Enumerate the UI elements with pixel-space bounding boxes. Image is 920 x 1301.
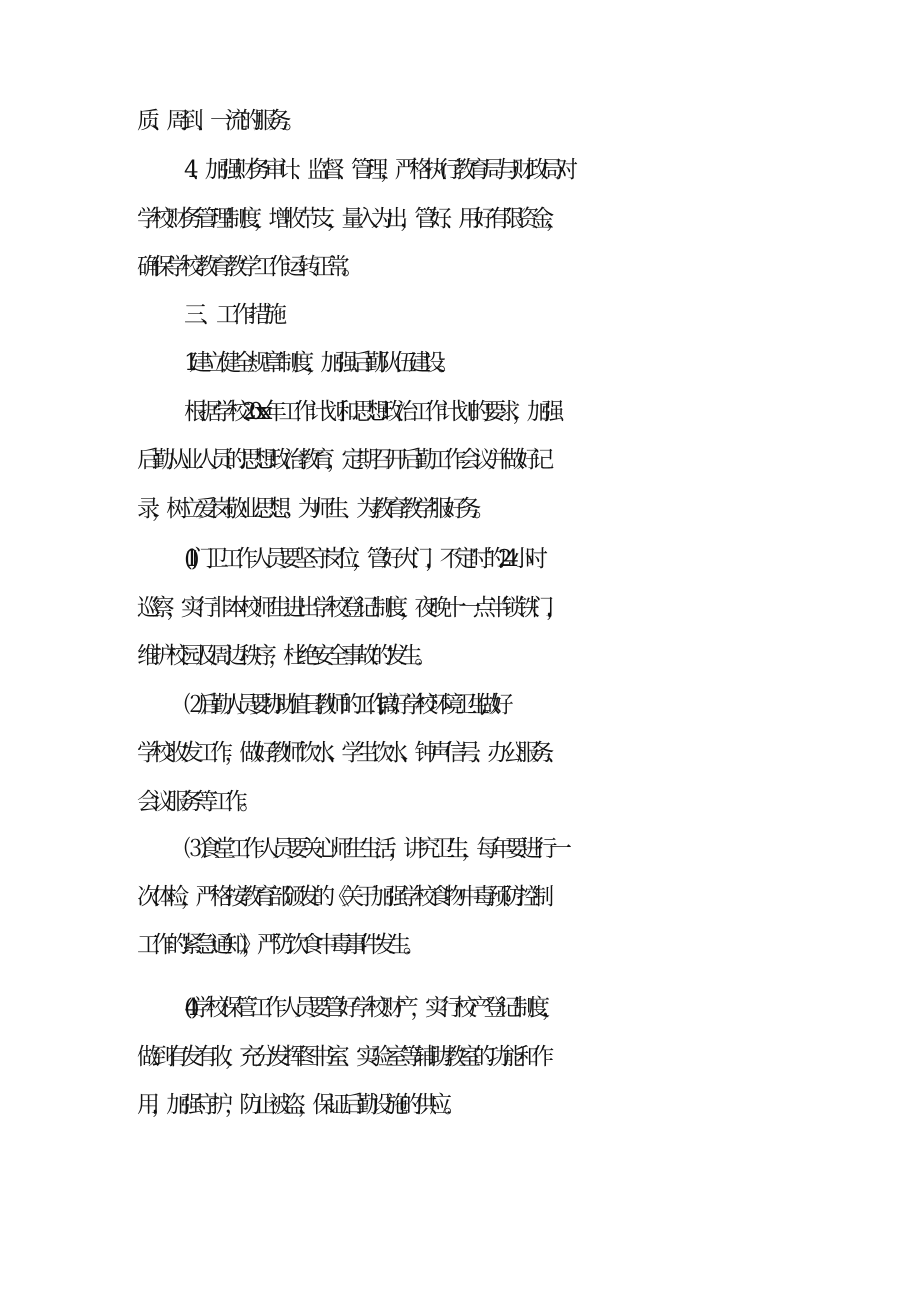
text-line: 确保学校教育教学工作运转正常。 [137,254,357,280]
text-line: 次体检，严格按教育部颁发的《关于加强学校食物中毒预防控制 [137,884,546,910]
text-line: 根据学校20xx年工作计划和思想政治工作计划的要求，加强 [184,399,557,425]
text-line: 工作的紧急通知》，严防饮食中毒事件发生。 [137,932,418,958]
text-line: (1)门卫工作人员要坚守岗位，管好大门，不定时的24小时 [184,546,540,572]
text-line: 录，树立爱岗敬业思想。为师生、为教育教学服好务。 [137,496,488,522]
text-line: 巡察，实行非本校师生进出学校登记制度，夜晚十一点半锁铁门， [137,595,561,621]
text-line: 学校收发工作，做好教师饮水、学生饮水、钟声信号、办公服务、 [137,740,561,766]
text-line: 用，加强守护，防止被盗，保证后勤设施的供应。 [137,1092,459,1118]
text-line: 学校财务管理制度，增收节支，量入为出，管好、用好有限资金， [137,206,561,232]
text-line: 维护校园及周边秩序，杜绝安全事故的发生。 [137,643,430,669]
text-line: (4)学校保管工作人员要管好学校财产，实行校产登记制度， [184,995,557,1021]
text-line: 质、周到、一流的服务。 [137,108,298,134]
text-line: 做到有发有收，充分发挥图书室、实验室等辅助教室的功能和作 [137,1044,546,1070]
subsection-heading: 1.建立健全规章制度，加强后勤队伍建设。 [184,350,452,376]
text-line: ⑶食堂工作人员要关心师生生活，讲究卫生，每年要进行一 [184,836,564,862]
section-heading: 三、工作措施 [184,302,280,328]
text-line: 会议服务等工作。 [137,789,254,815]
text-line: 4、加强财务审计、监督、管理，严格执行教育局与财政局对 [184,157,570,183]
text-line: 后勤从业人员的思想政治教育，定期召开后勤工作会议并做好记 [137,447,546,473]
text-line: ⑵后勤人员要协助值日教师的工作,搞好学校环境卫生,做好 [184,692,504,718]
